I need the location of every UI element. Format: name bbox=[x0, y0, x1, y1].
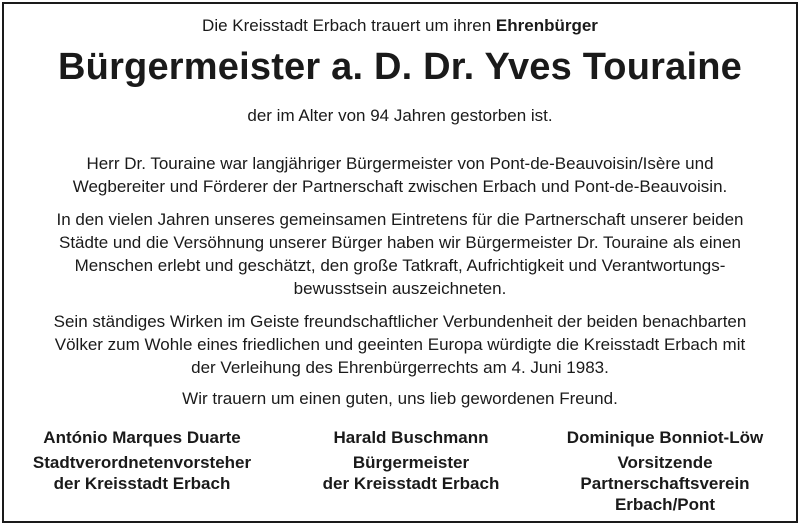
signer-name: António Marques Duarte bbox=[43, 428, 241, 447]
signer-title: der Kreisstadt Erbach bbox=[53, 474, 231, 493]
paragraph-2 bbox=[16, 208, 784, 300]
obituary-notice bbox=[2, 2, 798, 523]
paragraph-line: Herr Dr. Touraine war langjähriger Bürgermeister von Pont-de-Beauvoisin/Isère und bbox=[86, 154, 714, 173]
signer-title: Erbach/Pont bbox=[614, 495, 716, 514]
deceased-name: Bürgermeister a. D. Dr. Yves Touraine bbox=[58, 46, 742, 88]
paragraph-1 bbox=[16, 152, 784, 198]
signer-title: Partnerschaftsverein bbox=[580, 474, 750, 493]
signer-association-chair bbox=[539, 427, 791, 515]
paragraph-line: Völker zum Wohle eines friedlichen und geeinten Europa würdigte die Kreisstadt Erbach mit bbox=[54, 335, 746, 354]
signer-name: Harald Buschmann bbox=[333, 428, 489, 447]
paragraph-line: Sein ständiges Wirken im Geiste freundschaftlicher Verbundenheit der beiden benachbarten bbox=[53, 312, 747, 331]
signer-mayor bbox=[296, 427, 526, 494]
signer-title: Vorsitzende bbox=[617, 453, 713, 472]
paragraph-line: bewusstsein auszeichneten. bbox=[293, 279, 507, 298]
mourning-line: Wir trauern um einen guten, uns lieb gewordenen Freund. bbox=[182, 389, 618, 408]
paragraph-line: In den vielen Jahren unseres gemeinsamen Eintretens für die Partnerschaft unserer beiden bbox=[56, 210, 744, 229]
signer-title: der Kreisstadt Erbach bbox=[322, 474, 500, 493]
age-line: der im Alter von 94 Jahren gestorben ist. bbox=[247, 106, 553, 125]
signers bbox=[4, 427, 796, 517]
intro-text: Die Kreisstadt Erbach trauert um ihren bbox=[202, 16, 496, 35]
signer-title: Bürgermeister bbox=[352, 453, 470, 472]
intro-line bbox=[4, 16, 796, 36]
paragraph-line: Städte und die Versöhnung unserer Bürger haben wir Bürgermeister Dr. Touraine als einen bbox=[59, 233, 741, 252]
paragraph-line: der Verleihung des Ehrenbürgerrechts am 4. Juni 1983. bbox=[191, 358, 609, 377]
signer-council-chair bbox=[12, 427, 272, 494]
intro-emphasis: Ehrenbürger bbox=[495, 16, 598, 35]
signer-name: Dominique Bonniot-Löw bbox=[566, 428, 764, 447]
paragraph-line: Wegbereiter und Förderer der Partnerschaft zwischen Erbach und Pont-de-Beauvoisin. bbox=[72, 177, 728, 196]
paragraph-line: Menschen erlebt und geschätzt, den große Tatkraft, Aufrichtigkeit und Verantwortungs- bbox=[74, 256, 726, 275]
paragraph-3 bbox=[16, 310, 784, 379]
signer-title: Stadtverordnetenvorsteher bbox=[32, 453, 252, 472]
